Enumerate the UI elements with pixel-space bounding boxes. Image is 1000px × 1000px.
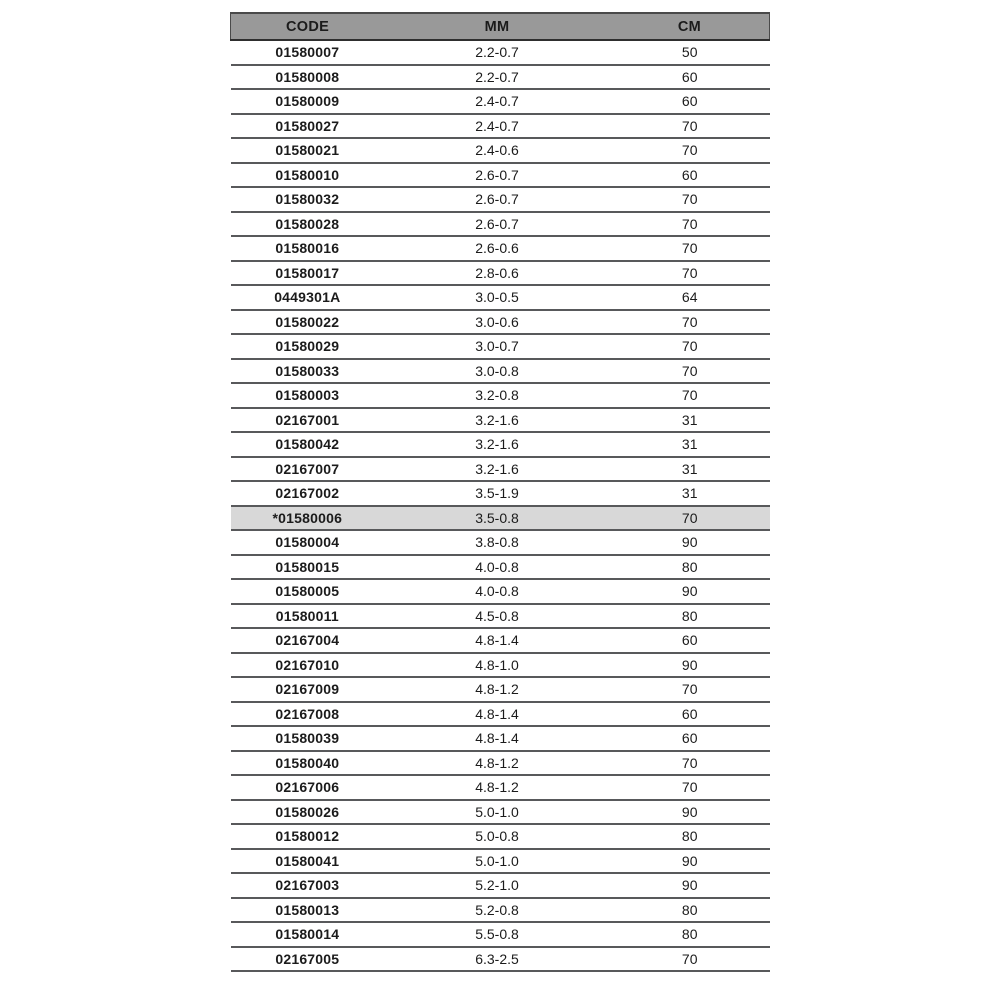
cm-cell: 80: [610, 824, 770, 849]
mm-cell: 2.2-0.7: [384, 65, 610, 90]
code-cell: 01580029: [231, 334, 385, 359]
mm-cell: 5.5-0.8: [384, 922, 610, 947]
cm-cell: 60: [610, 726, 770, 751]
table-row: [231, 628, 770, 653]
code-cell: *01580006: [231, 506, 385, 531]
cm-cell: 70: [610, 334, 770, 359]
table-row: [231, 947, 770, 972]
cm-cell: 60: [610, 628, 770, 653]
code-cell: 01580028: [231, 212, 385, 237]
cm-cell: 70: [610, 236, 770, 261]
cm-cell: 50: [610, 40, 770, 65]
table-row: [231, 775, 770, 800]
cm-cell: 31: [610, 408, 770, 433]
table-row: [231, 236, 770, 261]
mm-cell: 3.0-0.7: [384, 334, 610, 359]
table-row: [231, 334, 770, 359]
code-cell: 01580004: [231, 530, 385, 555]
mm-cell: 5.2-0.8: [384, 898, 610, 923]
table-row: [231, 653, 770, 678]
code-cell: 01580005: [231, 579, 385, 604]
mm-cell: 2.6-0.6: [384, 236, 610, 261]
mm-cell: 5.0-1.0: [384, 800, 610, 825]
table-row: [231, 285, 770, 310]
code-cell: 02167005: [231, 947, 385, 972]
cm-cell: 60: [610, 65, 770, 90]
header-mm: MM: [384, 13, 610, 40]
code-cell: 01580021: [231, 138, 385, 163]
table-row: [231, 457, 770, 482]
table-row: [231, 138, 770, 163]
table-row: [231, 800, 770, 825]
mm-cell: 2.6-0.7: [384, 163, 610, 188]
cm-cell: 70: [610, 310, 770, 335]
code-cell: 02167003: [231, 873, 385, 898]
table-row: [231, 310, 770, 335]
code-cell: 01580017: [231, 261, 385, 286]
cm-cell: 90: [610, 530, 770, 555]
mm-cell: 3.5-0.8: [384, 506, 610, 531]
header-row: [231, 13, 770, 40]
cm-cell: 70: [610, 359, 770, 384]
code-cell: 01580033: [231, 359, 385, 384]
code-cell: 02167006: [231, 775, 385, 800]
cm-cell: 31: [610, 481, 770, 506]
code-cell: 0449301A: [231, 285, 385, 310]
mm-cell: 5.0-0.8: [384, 824, 610, 849]
cm-cell: 70: [610, 261, 770, 286]
cm-cell: 70: [610, 506, 770, 531]
code-cell: 01580009: [231, 89, 385, 114]
table-row: [231, 212, 770, 237]
mm-cell: 2.4-0.6: [384, 138, 610, 163]
mm-cell: 3.2-0.8: [384, 383, 610, 408]
table-row: [231, 408, 770, 433]
product-spec-table: [230, 12, 770, 972]
cm-cell: 70: [610, 187, 770, 212]
mm-cell: 3.2-1.6: [384, 408, 610, 433]
mm-cell: 4.8-1.4: [384, 628, 610, 653]
mm-cell: 3.2-1.6: [384, 432, 610, 457]
table-row: [231, 481, 770, 506]
mm-cell: 4.8-1.2: [384, 775, 610, 800]
table-row: [231, 898, 770, 923]
cm-cell: 70: [610, 751, 770, 776]
cm-cell: 90: [610, 653, 770, 678]
mm-cell: 2.8-0.6: [384, 261, 610, 286]
mm-cell: 5.2-1.0: [384, 873, 610, 898]
table-row: [231, 824, 770, 849]
code-cell: 01580003: [231, 383, 385, 408]
code-cell: 01580022: [231, 310, 385, 335]
table-row: [231, 114, 770, 139]
mm-cell: 4.0-0.8: [384, 555, 610, 580]
cm-cell: 60: [610, 702, 770, 727]
code-cell: 01580011: [231, 604, 385, 629]
cm-cell: 90: [610, 873, 770, 898]
code-cell: 01580026: [231, 800, 385, 825]
code-cell: 01580040: [231, 751, 385, 776]
table-row: [231, 530, 770, 555]
code-cell: 02167009: [231, 677, 385, 702]
table-row: [231, 187, 770, 212]
mm-cell: 3.5-1.9: [384, 481, 610, 506]
mm-cell: 5.0-1.0: [384, 849, 610, 874]
cm-cell: 60: [610, 163, 770, 188]
mm-cell: 3.2-1.6: [384, 457, 610, 482]
mm-cell: 2.6-0.7: [384, 187, 610, 212]
mm-cell: 3.0-0.6: [384, 310, 610, 335]
code-cell: 02167010: [231, 653, 385, 678]
code-cell: 01580007: [231, 40, 385, 65]
mm-cell: 2.2-0.7: [384, 40, 610, 65]
cm-cell: 70: [610, 114, 770, 139]
mm-cell: 2.6-0.7: [384, 212, 610, 237]
table-row: [231, 849, 770, 874]
code-cell: 02167004: [231, 628, 385, 653]
table-row: [231, 604, 770, 629]
code-cell: 01580014: [231, 922, 385, 947]
code-cell: 01580012: [231, 824, 385, 849]
table-row: [231, 40, 770, 65]
table-row-highlighted: [231, 506, 770, 531]
cm-cell: 80: [610, 922, 770, 947]
code-cell: 02167001: [231, 408, 385, 433]
table-row: [231, 383, 770, 408]
cm-cell: 60: [610, 89, 770, 114]
code-cell: 02167008: [231, 702, 385, 727]
cm-cell: 90: [610, 579, 770, 604]
table-row: [231, 261, 770, 286]
cm-cell: 90: [610, 849, 770, 874]
code-cell: 02167002: [231, 481, 385, 506]
cm-cell: 70: [610, 138, 770, 163]
table-row: [231, 677, 770, 702]
cm-cell: 80: [610, 898, 770, 923]
table-row: [231, 163, 770, 188]
table-row: [231, 922, 770, 947]
code-cell: 02167007: [231, 457, 385, 482]
cm-cell: 80: [610, 604, 770, 629]
header-cm: CM: [610, 13, 770, 40]
table-row: [231, 89, 770, 114]
code-cell: 01580016: [231, 236, 385, 261]
cm-cell: 31: [610, 457, 770, 482]
cm-cell: 80: [610, 555, 770, 580]
table-row: [231, 726, 770, 751]
table-row: [231, 359, 770, 384]
cm-cell: 70: [610, 383, 770, 408]
mm-cell: 4.0-0.8: [384, 579, 610, 604]
code-cell: 01580041: [231, 849, 385, 874]
mm-cell: 3.0-0.5: [384, 285, 610, 310]
mm-cell: 3.8-0.8: [384, 530, 610, 555]
mm-cell: 2.4-0.7: [384, 89, 610, 114]
code-cell: 01580027: [231, 114, 385, 139]
mm-cell: 4.8-1.2: [384, 677, 610, 702]
cm-cell: 70: [610, 677, 770, 702]
mm-cell: 4.8-1.0: [384, 653, 610, 678]
table-row: [231, 751, 770, 776]
cm-cell: 31: [610, 432, 770, 457]
cm-cell: 70: [610, 947, 770, 972]
table-header: [231, 13, 770, 40]
code-cell: 01580032: [231, 187, 385, 212]
mm-cell: 3.0-0.8: [384, 359, 610, 384]
mm-cell: 4.8-1.2: [384, 751, 610, 776]
table-row: [231, 555, 770, 580]
mm-cell: 6.3-2.5: [384, 947, 610, 972]
cm-cell: 64: [610, 285, 770, 310]
code-cell: 01580013: [231, 898, 385, 923]
code-cell: 01580039: [231, 726, 385, 751]
code-cell: 01580015: [231, 555, 385, 580]
cm-cell: 70: [610, 212, 770, 237]
table-row: [231, 579, 770, 604]
code-cell: 01580010: [231, 163, 385, 188]
code-cell: 01580008: [231, 65, 385, 90]
mm-cell: 4.8-1.4: [384, 702, 610, 727]
code-cell: 01580042: [231, 432, 385, 457]
table-container: [230, 12, 770, 972]
table-row: [231, 873, 770, 898]
header-code: CODE: [231, 13, 385, 40]
table-row: [231, 432, 770, 457]
table-row: [231, 702, 770, 727]
mm-cell: 4.5-0.8: [384, 604, 610, 629]
table-row: [231, 65, 770, 90]
cm-cell: 70: [610, 775, 770, 800]
mm-cell: 2.4-0.7: [384, 114, 610, 139]
mm-cell: 4.8-1.4: [384, 726, 610, 751]
table-body: [231, 40, 770, 971]
cm-cell: 90: [610, 800, 770, 825]
